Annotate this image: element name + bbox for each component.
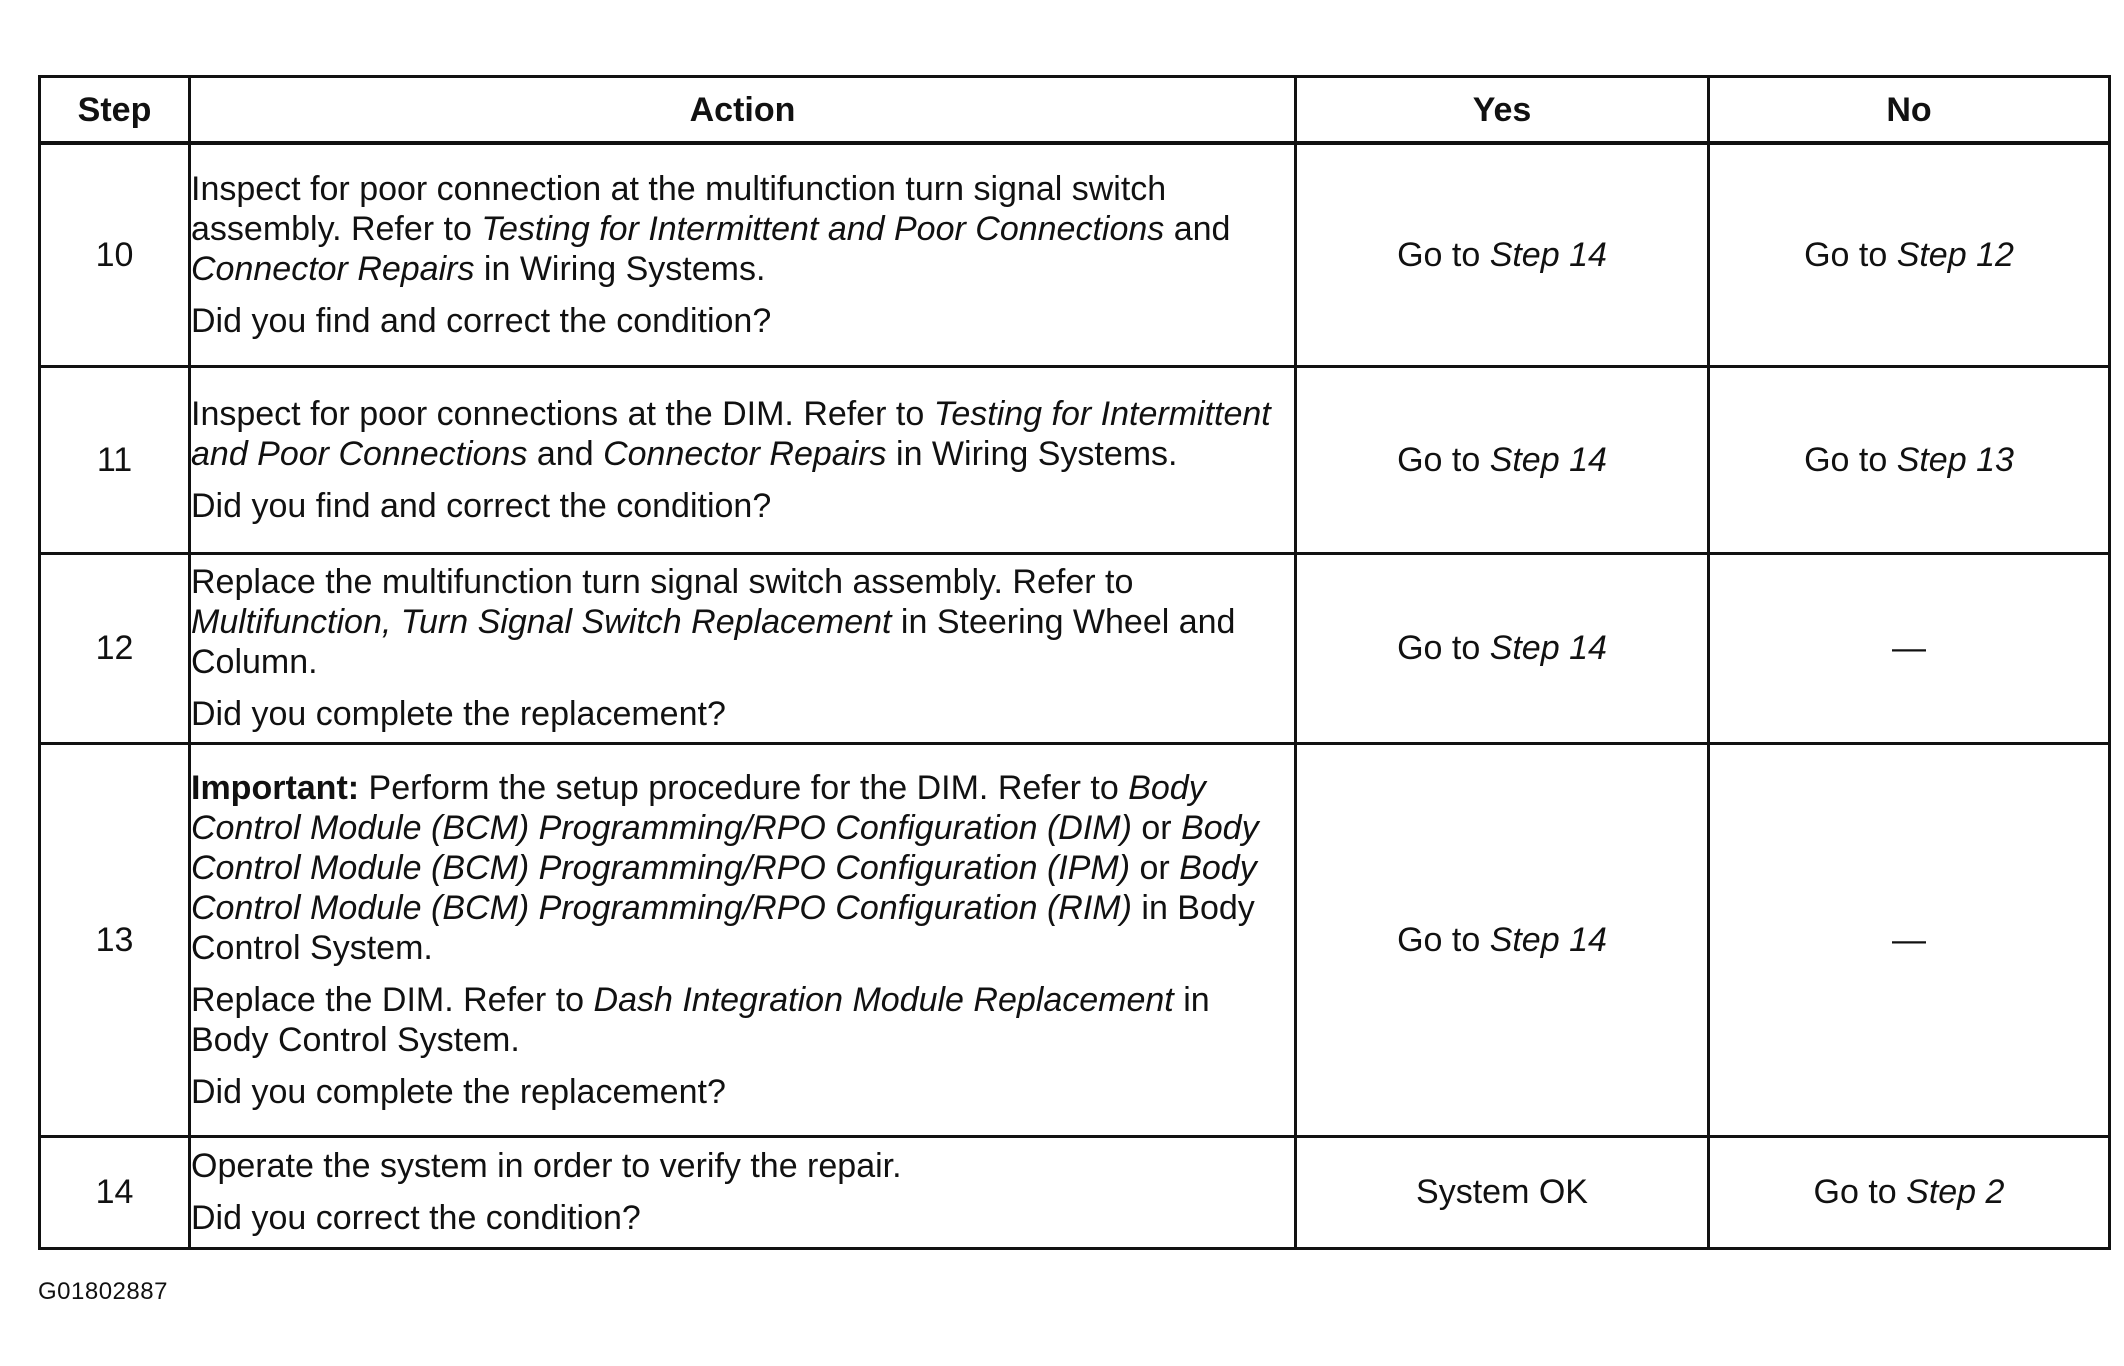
instruction-text: Perform the setup procedure for the DIM. Refer to xyxy=(359,768,1129,807)
header-action: Action xyxy=(190,77,1296,144)
instruction-text: Inspect for poor connection at the multifunction turn signal switch assembly. Refer to xyxy=(191,169,1167,248)
table-row-step-10 xyxy=(40,143,2110,366)
instruction-text: in Body Control System. xyxy=(191,980,1210,1059)
step-reference: Step 12 xyxy=(1896,235,2014,274)
yes-cell xyxy=(1296,143,1709,366)
reference-link: Body Control Module (BCM) Programming/RPO Configuration (IPM) xyxy=(191,808,1259,887)
table-row-step-14 xyxy=(40,1136,2110,1248)
reference-link: Testing for Intermittent and Poor Connections xyxy=(481,209,1165,248)
header-row xyxy=(40,77,2110,144)
reference-link: Multifunction, Turn Signal Switch Replacement xyxy=(191,603,892,641)
yes-cell: System OK xyxy=(1296,1136,1709,1248)
action-instruction xyxy=(191,394,1294,474)
yes-cell xyxy=(1296,366,1709,553)
action-question: Did you find and correct the condition? xyxy=(191,301,772,340)
reference-link: Body Control Module (BCM) Programming/RPO Configuration (DIM) xyxy=(191,768,1206,847)
table-row-step-11 xyxy=(40,366,2110,553)
reference-link: Connector Repairs xyxy=(603,434,887,473)
action-question: Did you correct the condition? xyxy=(191,1199,641,1237)
action-instruction xyxy=(191,169,1294,289)
instruction-text: and xyxy=(527,434,604,473)
result-text: Go to xyxy=(1804,440,1897,479)
figure-id: G01802887 xyxy=(38,1278,168,1305)
instruction-text: in Body Control System. xyxy=(191,888,1255,967)
result-text: Go to xyxy=(1804,235,1897,274)
reference-link: Body Control Module (BCM) Programming/RPO Configuration (RIM) xyxy=(191,848,1257,927)
header-step: Step xyxy=(40,77,190,144)
action-cell xyxy=(190,1136,1296,1248)
instruction-text: Inspect for poor connections at the DIM. Refer to xyxy=(191,394,934,433)
action-question: Did you complete the replacement? xyxy=(191,695,726,733)
instruction-text: in Steering Wheel and Column. xyxy=(191,603,1236,681)
action-cell xyxy=(190,553,1296,743)
step-number: 12 xyxy=(40,553,190,743)
table-row-step-12 xyxy=(40,553,2110,743)
instruction-text: Replace the multifunction turn signal switch assembly. Refer to xyxy=(191,563,1134,601)
important-label: Important: xyxy=(191,768,360,807)
result-text: Go to xyxy=(1813,1173,1907,1211)
result-text: Go to xyxy=(1397,920,1490,959)
table-row-step-13 xyxy=(40,743,2110,1136)
step-reference: Step 14 xyxy=(1489,440,1607,479)
header-yes: Yes xyxy=(1296,77,1709,144)
no-cell: — xyxy=(1709,743,2110,1136)
action-instruction xyxy=(191,562,1294,682)
yes-cell xyxy=(1296,743,1709,1136)
result-text: Go to xyxy=(1397,629,1490,667)
step-number: 10 xyxy=(40,143,190,366)
step-number: 14 xyxy=(40,1136,190,1248)
result-text: Go to xyxy=(1397,440,1490,479)
step-number: 11 xyxy=(40,366,190,553)
instruction-text: Replace the DIM. Refer to xyxy=(191,980,594,1019)
action-cell xyxy=(190,743,1296,1136)
instruction-text: in Wiring Systems. xyxy=(474,249,766,288)
action-question: Did you find and correct the condition? xyxy=(191,486,772,525)
diagnostic-table xyxy=(38,75,2111,1250)
action-instruction: Operate the system in order to verify the repair. xyxy=(191,1147,902,1185)
result-text: Go to xyxy=(1397,235,1490,274)
instruction-text: and xyxy=(1164,209,1231,248)
step-reference: Step 14 xyxy=(1489,629,1607,667)
reference-link: Dash Integration Module Replacement xyxy=(593,980,1174,1019)
step-reference: Step 13 xyxy=(1896,440,2014,479)
action-cell xyxy=(190,366,1296,553)
instruction-text: or xyxy=(1131,808,1182,847)
action-cell xyxy=(190,143,1296,366)
no-cell: — xyxy=(1709,553,2110,743)
step-reference: Step 2 xyxy=(1906,1173,2005,1211)
instruction-text: in Wiring Systems. xyxy=(886,434,1178,473)
no-cell xyxy=(1709,143,2110,366)
reference-link: Testing for Intermittent and Poor Connections xyxy=(191,394,1271,473)
step-reference: Step 14 xyxy=(1489,235,1607,274)
no-cell xyxy=(1709,1136,2110,1248)
no-cell xyxy=(1709,366,2110,553)
yes-cell xyxy=(1296,553,1709,743)
header-no: No xyxy=(1709,77,2110,144)
action-question: Did you complete the replacement? xyxy=(191,1072,726,1111)
action-instruction xyxy=(191,980,1294,1060)
reference-link: Connector Repairs xyxy=(191,249,475,288)
step-reference: Step 14 xyxy=(1489,920,1607,959)
step-number: 13 xyxy=(40,743,190,1136)
action-instruction xyxy=(191,768,1294,968)
instruction-text: or xyxy=(1130,848,1180,887)
